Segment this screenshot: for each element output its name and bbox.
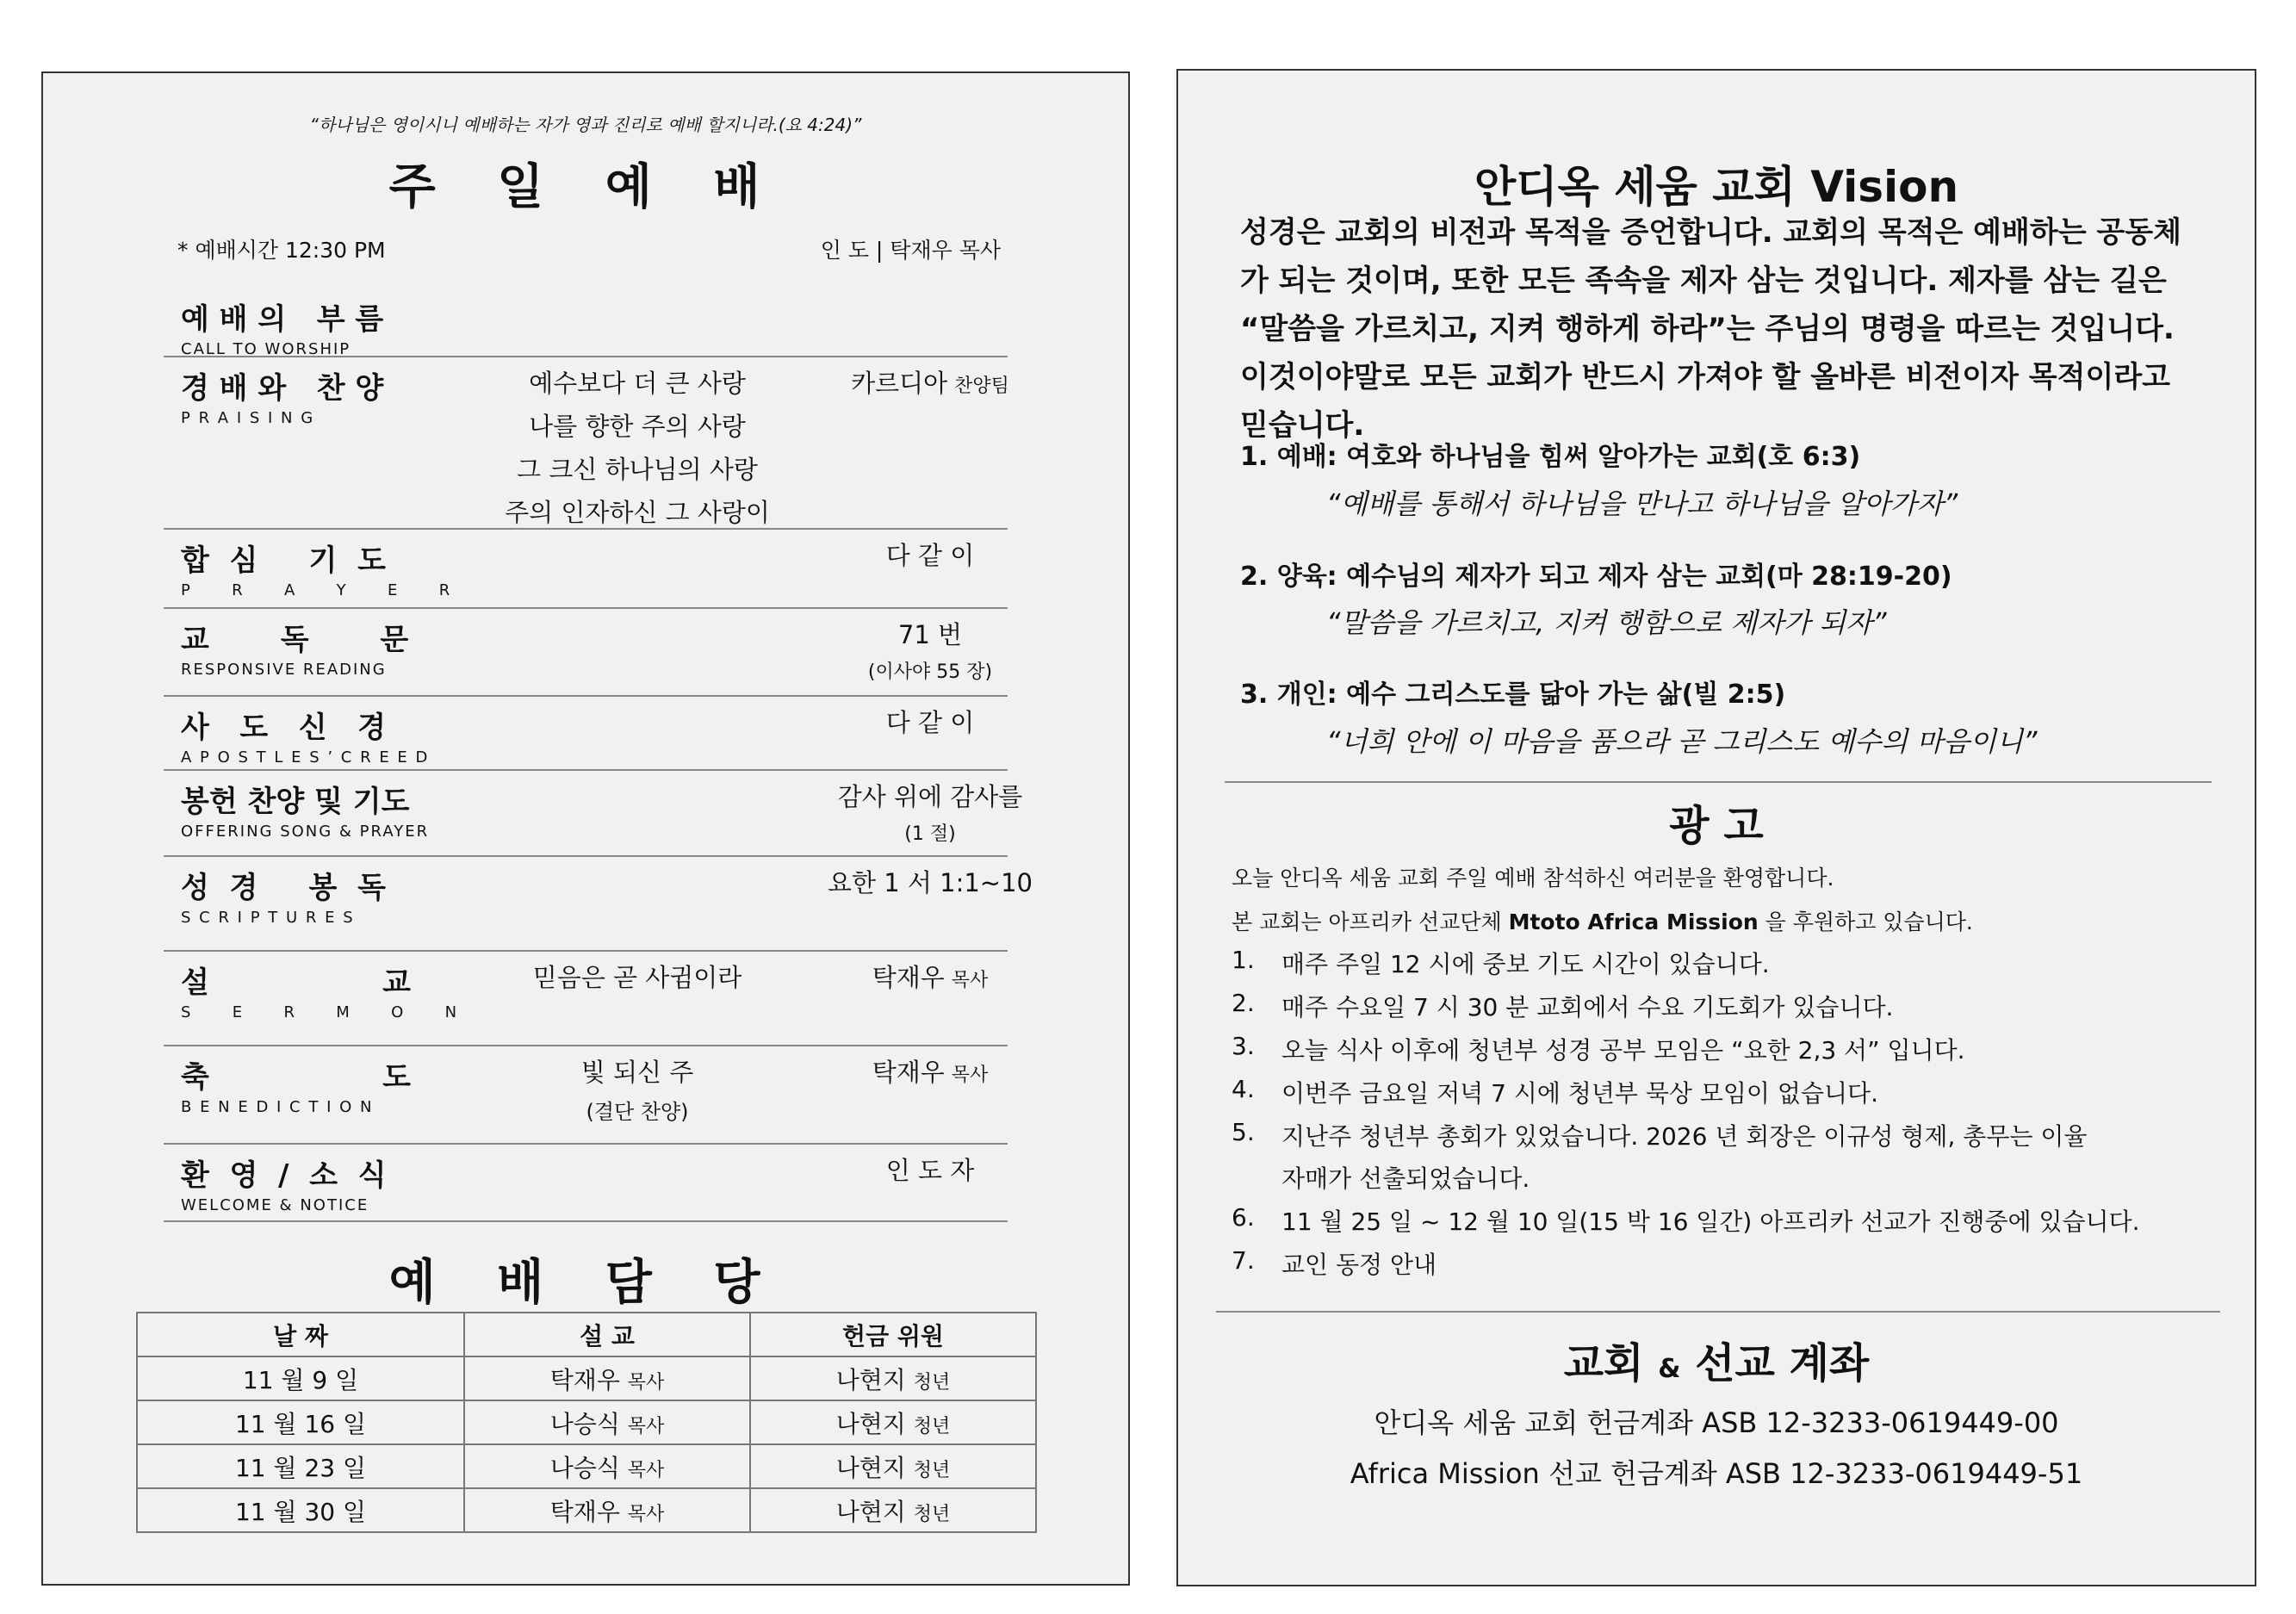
order-title-ko: 환 영 / 소 식 <box>181 1158 387 1193</box>
order-person-role: 목사 <box>951 1065 989 1086</box>
order-title-ko: 축 도 <box>181 1060 411 1095</box>
duty-header-date: 날 짜 <box>137 1313 464 1356</box>
order-content-line: 그 크신 하나님의 사랑 <box>517 455 758 484</box>
notice-number: 7. <box>1232 1246 1255 1275</box>
row-divider <box>164 695 1008 697</box>
order-title-en: RESPONSIVE READING <box>181 661 387 679</box>
order-title-en: P R A Y E R <box>181 581 452 599</box>
offering-role: 청년 <box>913 1415 951 1437</box>
vision-quote-2: “말씀을 가르치고, 지켜 행함으로 제자가 되자” <box>1326 606 1887 639</box>
table-row <box>137 1400 1036 1444</box>
notice-number: 6. <box>1232 1203 1255 1232</box>
offering-name: 나현지 <box>835 1453 906 1482</box>
notice-title: 광 고 <box>1669 802 1764 850</box>
order-content-line: 주의 인자하신 그 사랑이 <box>505 498 770 527</box>
account-title-mission: 선교 계좌 <box>1695 1339 1870 1387</box>
duty-offering <box>750 1356 1036 1400</box>
order-person-sub: (1 절) <box>904 823 956 845</box>
order-title-ko: 설 교 <box>181 965 411 1000</box>
notice-number: 5. <box>1232 1118 1255 1146</box>
order-title-ko: 봉헌 찬양 및 기도 <box>181 785 410 819</box>
order-person <box>801 778 1059 813</box>
order-person-name: 카르디아 <box>851 369 948 398</box>
duty-preacher <box>464 1400 750 1444</box>
offering-role: 청년 <box>913 1459 951 1481</box>
preacher-name: 나승식 <box>549 1409 620 1438</box>
offering-name: 나현지 <box>835 1365 906 1394</box>
duty-offering <box>750 1444 1036 1488</box>
duty-date: 11 월 23 일 <box>137 1444 464 1488</box>
notice-item: 오늘 식사 이후에 청년부 성경 공부 모임은 “요한 2,3 서” 입니다. <box>1281 1036 1965 1065</box>
mission-account: Africa Mission 선교 헌금계좌 ASB 12-3233-0619449-51 <box>1350 1457 2083 1490</box>
preacher-role: 목사 <box>627 1415 665 1437</box>
order-title-en: CALL TO WORSHIP <box>181 340 351 358</box>
order-content-line: 예수보다 더 큰 사랑 <box>529 369 746 398</box>
notice-item: 교인 동정 안내 <box>1281 1251 1437 1279</box>
order-title-en: P R A I S I N G <box>181 409 315 427</box>
row-divider <box>164 607 1008 609</box>
duty-table <box>136 1312 1037 1533</box>
vision-point-1: 1. 예배: 여호와 하나님을 힘써 알아가는 교회(호 6:3) <box>1240 442 1861 472</box>
row-divider <box>164 356 1008 357</box>
row-divider <box>164 528 1008 530</box>
order-title-ko: 경 배 와 찬 양 <box>181 371 384 406</box>
account-title-church: 교회 <box>1563 1339 1644 1387</box>
duty-preacher <box>464 1444 750 1488</box>
vision-body: 성경은 교회의 비전과 목적을 증언합니다. 교회의 목적은 예배하는 공동체가 되는 것이며, 또한 모든 족속을 제자 삼는 것입니다. 제자를 삼는 길은 “말씀을 가르치고, 지켜 행하게 하라”는 주님의 명령을 따르는 것입니다. 이것이야말로 모든 교회가 반드시 가져야 할 올바른 비전이자 목적이라고 믿습니다. <box>1240 215 2181 443</box>
duty-date: 11 월 16 일 <box>137 1400 464 1444</box>
page-title: 주 일 예 배 <box>388 159 783 215</box>
order-title-en: S E R M O N <box>181 1003 459 1021</box>
preacher-name: 나승식 <box>549 1453 620 1482</box>
order-person-sub: (이사야 55 장) <box>867 661 993 683</box>
row-divider <box>164 769 1008 771</box>
order-title-en: B E N E D I C T I O N <box>181 1098 374 1116</box>
order-person-name: 요한 1 서 1:1~10 <box>827 868 1033 897</box>
order-person <box>801 959 1059 994</box>
support-text-pre: 본 교회는 아프리카 선교단체 <box>1232 909 1509 934</box>
order-content-line: 빛 되신 주 <box>580 1058 694 1087</box>
order-title-ko: 성 경 봉 독 <box>181 871 386 905</box>
preacher-name: 탁재우 <box>549 1497 620 1526</box>
order-person-name: 인 도 자 <box>885 1156 975 1185</box>
preacher-role: 목사 <box>627 1503 665 1525</box>
duty-title: 예 배 담 당 <box>388 1255 783 1311</box>
notice-item: 매주 주일 12 시에 중보 기도 시간이 있습니다. <box>1281 950 1770 978</box>
support-text-post: 을 후원하고 있습니다. <box>1758 909 1973 934</box>
order-title-ko: 교 독 문 <box>181 623 409 657</box>
order-person <box>801 1053 1059 1089</box>
notice-item: 매주 수요일 7 시 30 분 교회에서 수요 기도회가 있습니다. <box>1281 993 1894 1021</box>
notice-number: 4. <box>1232 1075 1255 1103</box>
row-divider <box>164 950 1008 952</box>
vision-title: 안디옥 세움 교회 Vision <box>1474 162 1959 212</box>
order-content-line: 나를 향한 주의 사랑 <box>529 412 746 441</box>
order-title-en: A P O S T L E S ’ C R E E D <box>181 748 430 767</box>
order-person-role: 찬양팀 <box>954 376 1009 397</box>
order-title-ko: 사 도 신 경 <box>181 711 386 745</box>
duty-header-preacher: 설 교 <box>464 1313 750 1356</box>
notice-item: 11 월 25 일 ~ 12 월 10 일(15 박 16 일간) 아프리카 선교가 진행중에 있습니다. <box>1281 1207 2140 1236</box>
vision-point-3: 3. 개인: 예수 그리스도를 닮아 가는 삶(빌 2:5) <box>1240 680 1786 710</box>
church-account: 안디옥 세움 교회 헌금계좌 ASB 12-3233-0619449-00 <box>1374 1406 2059 1439</box>
table-row <box>137 1356 1036 1400</box>
welcome-text: 오늘 안디옥 세움 교회 주일 예배 참석하신 여러분을 환영합니다. <box>1232 866 1834 891</box>
notice-item: 이번주 금요일 저녁 7 시에 청년부 묵상 모임이 없습니다. <box>1281 1079 1878 1108</box>
order-person <box>801 616 1059 651</box>
divider <box>1225 781 2212 783</box>
order-person <box>801 537 1059 572</box>
order-title-ko: 합 심 기 도 <box>181 543 386 578</box>
order-person-name: 다 같 이 <box>885 708 975 737</box>
duty-preacher <box>464 1356 750 1400</box>
vision-quote-3: “너희 안에 이 마음을 품으라 곧 그리스도 예수의 마음이니” <box>1326 725 2038 758</box>
offering-role: 청년 <box>913 1371 951 1394</box>
order-person <box>801 864 1059 899</box>
support-mission-name: Mtoto Africa Mission <box>1508 909 1759 934</box>
order-person-role: 목사 <box>951 970 989 991</box>
order-person-name: 다 같 이 <box>885 541 975 570</box>
duty-header-row <box>137 1313 1036 1356</box>
duty-offering <box>750 1400 1036 1444</box>
account-title <box>1178 1330 2255 1389</box>
notice-number: 2. <box>1232 989 1255 1017</box>
row-divider <box>164 1143 1008 1145</box>
divider <box>1216 1311 2220 1313</box>
notice-item: 자매가 선출되었습니다. <box>1281 1164 1530 1193</box>
notice-number: 3. <box>1232 1032 1255 1060</box>
order-content-line: (결단 찬양) <box>586 1100 689 1124</box>
offering-role: 청년 <box>913 1503 951 1525</box>
offering-name: 나현지 <box>835 1497 906 1526</box>
table-row <box>137 1444 1036 1488</box>
duty-date: 11 월 30 일 <box>137 1488 464 1532</box>
service-time: * 예배시간 12:30 PM <box>177 238 386 263</box>
vision-point-2: 2. 양육: 예수님의 제자가 되고 제자 삼는 교회(마 28:19-20) <box>1240 562 1952 592</box>
order-person-name: 탁재우 <box>872 1058 945 1087</box>
duty-preacher <box>464 1488 750 1532</box>
worship-order-panel <box>41 71 1130 1586</box>
order-person <box>801 704 1059 739</box>
order-title-en: S C R I P T U R E S <box>181 909 355 927</box>
account-title-ampersand: & <box>1658 1354 1681 1384</box>
vision-notice-panel <box>1176 69 2256 1586</box>
scripture-verse: “하나님은 영이시니 예배하는 자가 영과 진리로 예배 할지니라.(요 4:24)” <box>309 115 862 135</box>
preacher-role: 목사 <box>627 1459 665 1481</box>
service-leader: 인 도 | 탁재우 목사 <box>820 238 1001 263</box>
order-person-name: 감사 위에 감사를 <box>837 782 1023 811</box>
order-person-name: 71 번 <box>897 620 963 649</box>
duty-offering <box>750 1488 1036 1532</box>
row-divider <box>164 855 1008 857</box>
order-title-ko: 예 배 의 부 름 <box>181 302 384 337</box>
preacher-name: 탁재우 <box>549 1365 620 1394</box>
duty-date: 11 월 9 일 <box>137 1356 464 1400</box>
notice-number: 1. <box>1232 946 1255 974</box>
preacher-role: 목사 <box>627 1371 665 1394</box>
offering-name: 나현지 <box>835 1409 906 1438</box>
order-person <box>801 1152 1059 1187</box>
order-title-en: WELCOME & NOTICE <box>181 1196 369 1214</box>
support-text <box>1232 905 1973 936</box>
vision-quote-1: “예배를 통해서 하나님을 만나고 하나님을 알아가자” <box>1326 487 1958 520</box>
row-divider <box>164 1045 1008 1046</box>
table-row <box>137 1488 1036 1532</box>
order-person-name: 탁재우 <box>872 963 945 992</box>
row-divider <box>164 1220 1008 1222</box>
order-title-en: OFFERING SONG & PRAYER <box>181 823 430 841</box>
order-person <box>801 364 1059 400</box>
notice-item: 지난주 청년부 총회가 있었습니다. 2026 년 회장은 이규성 형제, 총무는 이율 <box>1281 1122 2088 1151</box>
duty-header-offering: 헌금 위원 <box>750 1313 1036 1356</box>
order-content-line: 믿음은 곧 사귐이라 <box>532 963 742 992</box>
